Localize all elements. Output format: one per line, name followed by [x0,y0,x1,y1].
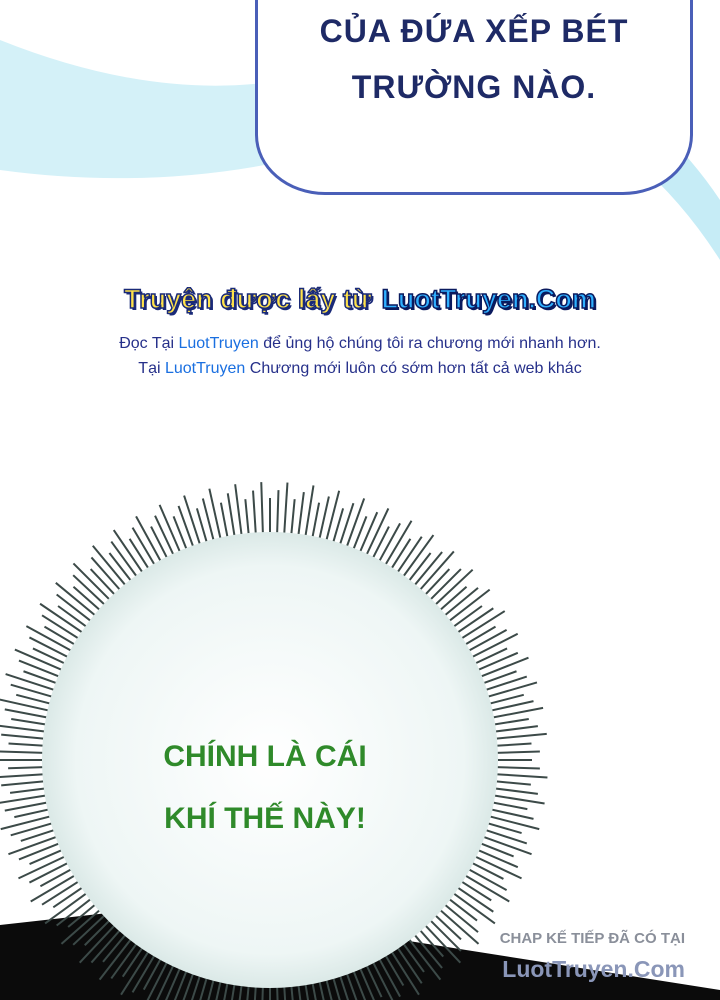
burst-spike [298,492,304,540]
burst-spike [400,535,433,580]
burst-spike [33,648,69,665]
burst-spike [490,788,538,794]
promo-site-name[interactable]: LuotTruyen [164,360,246,377]
burst-spike [73,563,113,603]
burst-spike [345,498,364,551]
burst-spike [432,570,473,608]
speech-bubble [255,0,693,195]
burst-spike [489,795,544,804]
burst-spike [228,493,236,540]
promo-line-1 [0,335,720,353]
promo-site-link[interactable]: LuotTruyen.Com [381,284,596,314]
burst-spike [179,506,195,551]
burst-spike [490,726,538,732]
burst-spike [417,551,454,593]
burst-text-line: CHÍNH LÀ CÁI [163,740,367,773]
promo-text: Đọc Tại [119,335,179,352]
burst-spike [235,484,242,540]
burst-spike [0,774,48,778]
burst-spike [481,677,527,692]
burst-spike [450,890,495,923]
burst-spike [184,496,201,549]
burst-spike [479,835,532,854]
burst-spike [0,751,48,753]
burst-spike [325,491,339,545]
burst-spike [5,802,52,811]
burst-spike [305,485,314,540]
burst-spike [114,530,145,576]
burst-spike [492,752,540,754]
burst-spike [0,795,51,804]
watermark-site: LuotTruyen.Com [502,956,685,982]
promo-text: Chương mới luôn có sớm hơn tất cả web khác [245,360,582,377]
burst-spike [491,734,547,739]
promo-line-2 [0,360,720,378]
promo-site-name[interactable]: LuotTruyen [178,335,259,352]
burst-spike [8,767,48,768]
burst-spike [209,489,221,544]
burst-spike [445,590,489,624]
burst-spike [261,482,263,538]
burst-spike [483,682,537,698]
burst-spike [253,491,256,539]
burst-spike [5,709,52,718]
burst-text-line: KHÍ THẾ NÀY! [164,802,366,835]
burst-spike [277,490,279,538]
burst-spike [93,546,129,589]
burst-spike [8,835,61,854]
bubble-text-line: CỦA ĐỨA XẾP BÉT [319,13,629,49]
burst-spike [352,516,367,553]
burst-spike [492,767,540,769]
burst-spike [371,527,389,563]
burst-spike [151,527,169,563]
burst-spike [474,848,518,867]
burst-spike [471,648,507,665]
burst-spike [485,815,539,829]
promo-text: để ủng hộ chúng tôi ra chương mới nhanh hơn. [258,335,601,352]
burst-spike [6,674,59,691]
burst-spike [56,583,99,619]
burst-spike [1,815,55,829]
burst-spike [40,867,75,886]
burst-spike [245,499,249,539]
burst-spike [19,661,64,679]
burst-spike [284,483,288,539]
burst-spike [174,516,189,553]
promo-title-left: Truyện được lấy từ [124,284,372,314]
burst-spike [358,512,377,556]
promo-banner-title [0,284,720,315]
burst-spike [1,735,49,740]
burst-spike [0,725,50,732]
burst-spike [492,774,548,778]
burst-spike [474,653,518,672]
burst-spike [481,829,527,844]
watermark-line-1: CHAP KẾ TIẾP ĐÃ CÓ TẠI [499,930,685,947]
burst-spike [339,503,354,549]
promo-text: Tại [138,360,165,377]
bubble-text-line: TRƯỜNG NÀO. [351,69,597,105]
burst-spike [291,499,295,539]
burst-spike [19,842,64,860]
burst-spike [1,781,49,786]
